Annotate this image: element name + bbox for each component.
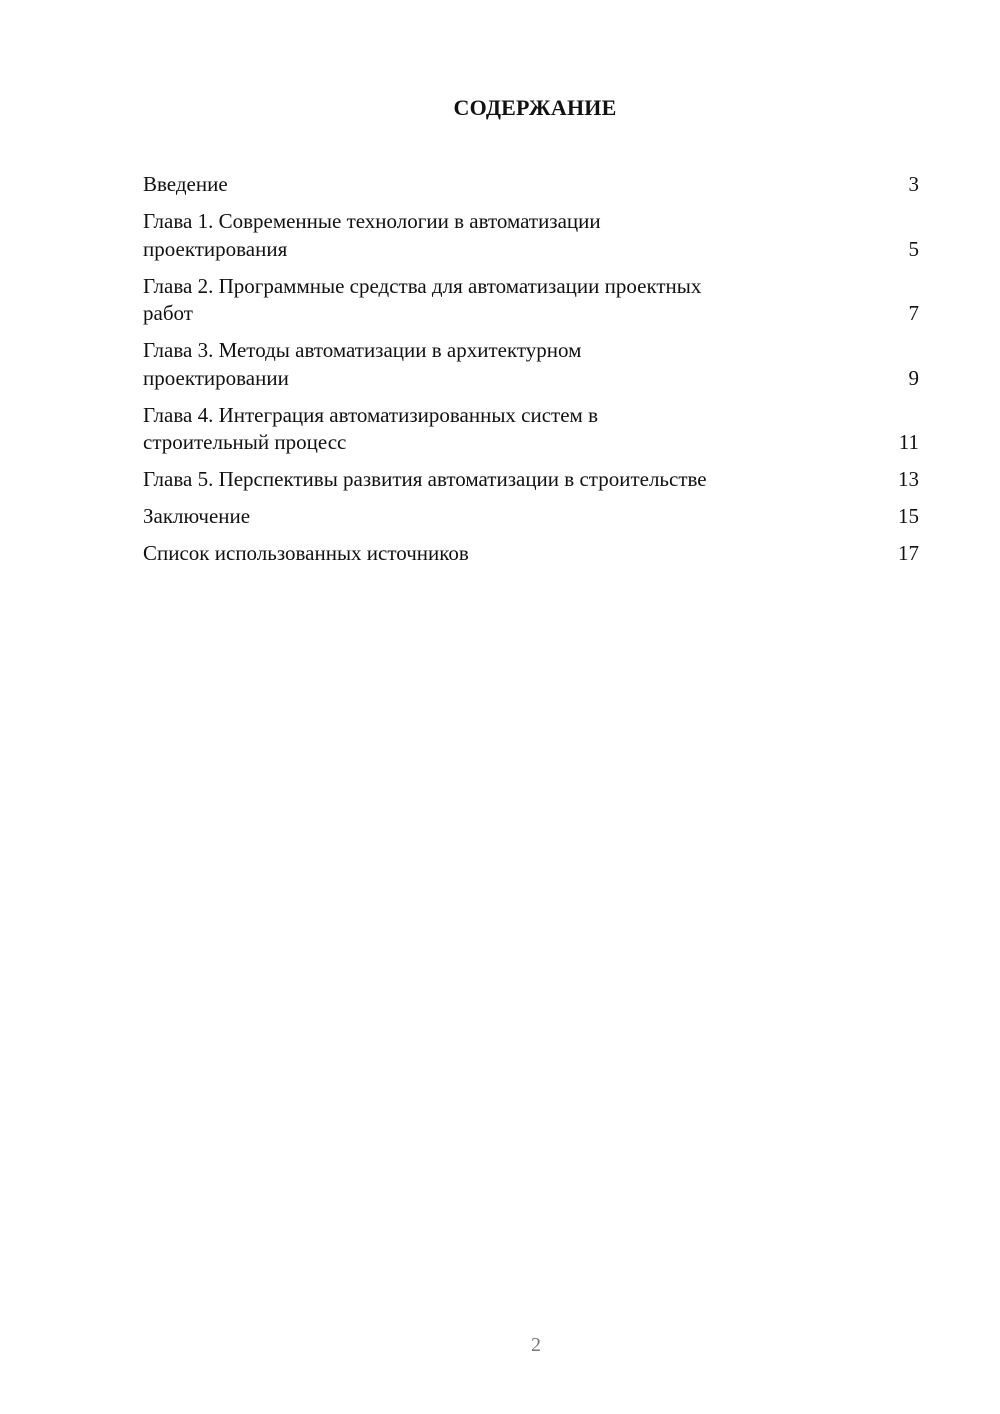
toc-item-page: 5: [908, 236, 919, 261]
toc-item-chapter-4[interactable]: [143, 402, 919, 457]
page-number: 2: [531, 1334, 541, 1356]
toc-item-title: [143, 273, 889, 328]
toc-item-title: Заключение: [143, 504, 251, 528]
toc-item-title: Глава 5. Перспективы развития автоматизации в строительстве: [143, 467, 707, 491]
toc-item-conclusion[interactable]: [143, 503, 919, 531]
toc-item-chapter-2[interactable]: [143, 273, 919, 328]
toc-item-title-line: строительный процесс: [143, 430, 347, 454]
toc-item-page: 13: [898, 467, 919, 491]
toc-item-title-line: проектирования: [143, 236, 288, 261]
toc-item-page: 17: [898, 541, 919, 565]
toc-item-title: Список использованных источников: [143, 541, 469, 565]
toc-item-title: [143, 337, 889, 392]
toc-item-chapter-3[interactable]: [143, 337, 919, 392]
toc-item-title-line: Глава 4. Интеграция автоматизированных систем в: [143, 402, 599, 427]
toc-item-references[interactable]: [143, 540, 919, 568]
toc-item-title-line: проектировании: [143, 365, 289, 390]
toc-item-page: 9: [908, 365, 919, 390]
toc-item-title-line: работ: [143, 301, 193, 325]
toc-item-title: Введение: [143, 172, 228, 196]
toc-item-introduction[interactable]: [143, 171, 919, 199]
toc-item-chapter-5[interactable]: [143, 466, 919, 494]
page-title: СОДЕРЖАНИЕ: [453, 95, 617, 120]
toc-item-title: [143, 208, 889, 263]
toc-item-chapter-1[interactable]: [143, 208, 919, 263]
table-of-contents: [143, 171, 919, 577]
toc-item-page: 15: [898, 504, 919, 528]
toc-item-title-line: Глава 2. Программные средства для автоматизации проектных: [143, 273, 702, 298]
toc-item-title: [143, 402, 889, 457]
toc-item-page: 7: [908, 301, 919, 325]
toc-item-page: 3: [908, 172, 919, 196]
toc-item-title-line: Глава 3. Методы автоматизации в архитектурном: [143, 338, 582, 362]
toc-item-page: 11: [898, 430, 919, 454]
toc-item-title-line: Глава 1. Современные технологии в автоматизации: [143, 209, 601, 233]
